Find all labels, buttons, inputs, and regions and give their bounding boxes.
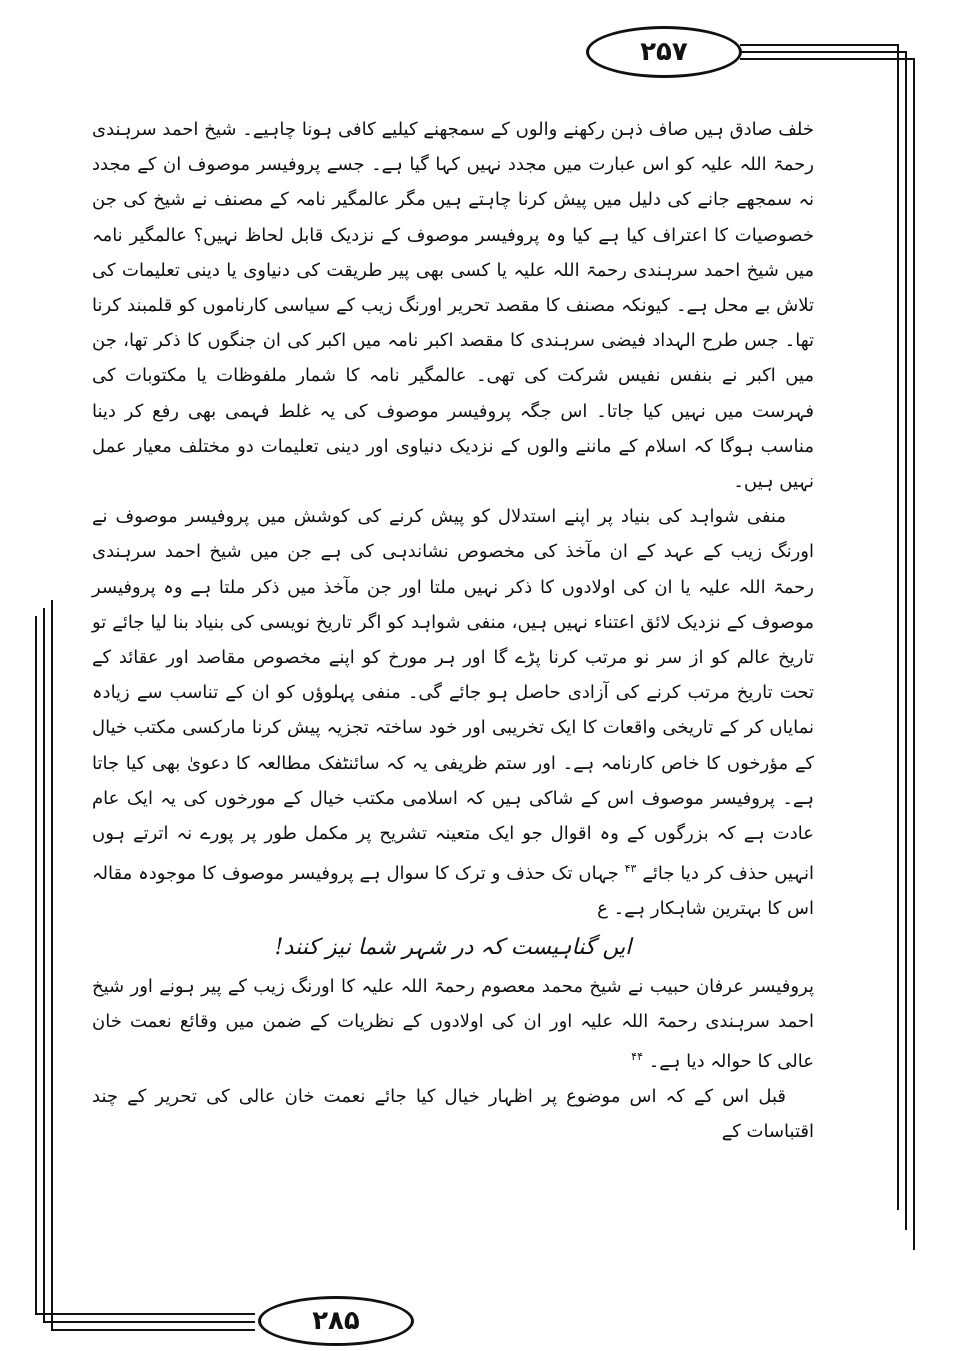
footer-page-number: ۲۸۵ <box>258 1296 414 1346</box>
paragraph-4: قبل اس کے کہ اس موضوع پر اظہار خیال کیا جائے نعمت خان عالی کی تحریر کے چند اقتباسات کے <box>92 1086 814 1143</box>
footnote-ref-1: ۴۳ <box>624 862 637 876</box>
paragraph-2-text: منفی شواہد کی بنیاد پر اپنے استدلال کو پیش کرنے کی کوشش میں پروفیسر موصوف نے اورنگ زیب کے عہد کے ان مآخذ کی مخصوص نشاندہی کی ہے جن میں شیخ احمد سرہندی رحمۃ اللہ علیہ یا ان کی اولادوں کا ذکر نہیں ملتا اور جن مآخذ میں ذکر ملتا ہے وہ پروفیسر موصوف کے نزدیک لائق اعتناء نہیں ہیں، منفی شواہد کو اگر تاریخ نویسی کی بنیاد بنا لیا جائے تو تاریخ عالم کو از سر نو مرتب کرنا پڑے گا اور ہر مورخ کو اپنے مخصوص مقاصد اور عقائد کے تحت تاریخ مرتب کرنے کی آزادی حاصل ہو جائے گی۔ منفی پہلوؤں کو ان کے تناسب سے زیادہ نمایاں کر کے تاریخی واقعات کا ایک تخریبی اور خود ساختہ تجزیہ پیش کرنا مارکسی مکتب خیال کے مؤرخوں کا خاص کارنامہ ہے۔ اور ستم ظریفی یہ کہ سائنٹفک مطالعہ کا دعویٰ بھی کیا جاتا ہے۔ پروفیسر موصوف اس کے شاکی ہیں کہ اسلامی مکتب خیال کے مورخوں کی یہ ایک عام عادت ہے کہ بزرگوں کے وہ اقوال جو ایک متعینہ تشریح پر مکمل طور پر پورے نہ اترتے ہوں انہیں حذف کر دیا جائے <box>92 506 814 885</box>
paragraph-2-end: جہاں تک حذف و ترک کا سوال ہے پروفیسر موصوف کا موجودہ مقالہ اس کا بہترین شاہکار ہے۔ ع <box>92 863 814 920</box>
paragraph-3-text: پروفیسر عرفان حبیب نے شیخ محمد معصوم رحمۃ اللہ علیہ کا اورنگ زیب کے پیر ہونے اور شیخ احمد سرہندی رحمۃ اللہ علیہ اور ان کی اولادوں کے نظریات کے ضمن میں وقائع نعمت خان عالی کا حوالہ دیا ہے۔ <box>92 975 814 1073</box>
persian-verse: ایں گناہیست کہ در شہر شما نیز کنند! <box>274 934 632 960</box>
footnote-ref-2: ۴۴ <box>631 1050 643 1064</box>
page-body <box>92 112 814 1150</box>
paragraph-2 <box>92 499 814 926</box>
paragraph-1: خلف صادق ہیں صاف ذہن رکھنے والوں کے سمجھنے کیلیے کافی ہونا چاہیے۔ شیخ احمد سرہندی رحمۃ اللہ علیہ کو اس عبارت میں مجدد نہیں کہا گیا ہے۔ جسے پروفیسر موصوف ان کے مجدد نہ سمجھے جانے کی دلیل میں پیش کرنا چاہتے ہیں مگر عالمگیر نامہ کے مصنف نے شیخ کی جن خصوصیات کا اعتراف کیا ہے کیا وہ پروفیسر موصوف کے نزدیک قابل لحاظ نہیں؟ عالمگیر نامہ میں شیخ احمد سرہندی رحمۃ اللہ علیہ یا کسی بھی پیر طریقت کی دنیاوی یا دینی تعلیمات کی تلاش بے محل ہے۔ کیونکہ مصنف کا مقصد تحریر اورنگ زیب کے سیاسی کارناموں کو قلمبند کرنا تھا۔ جس طرح الہداد فیضی سرہندی کا مقصد اکبر نامہ میں اکبر کی ان جنگوں کا ذکر تھا، جن میں اکبر نے بنفس نفیس شرکت کی تھی۔ عالمگیر نامہ کا شمار ملفوظات یا مکتوبات کی فہرست میں نہیں کیا جاتا۔ اس جگہ پروفیسر موصوف کی یہ غلط فہمی بھی رفع کر دینا مناسب ہوگا کہ اسلام کے ماننے والوں کے نزدیک دنیاوی اور دینی تعلیمات دو مختلف معیار عمل نہیں ہیں۔ <box>92 119 814 493</box>
header-page-number: ۲۵۷ <box>586 26 742 78</box>
paragraph-3 <box>92 969 814 1080</box>
